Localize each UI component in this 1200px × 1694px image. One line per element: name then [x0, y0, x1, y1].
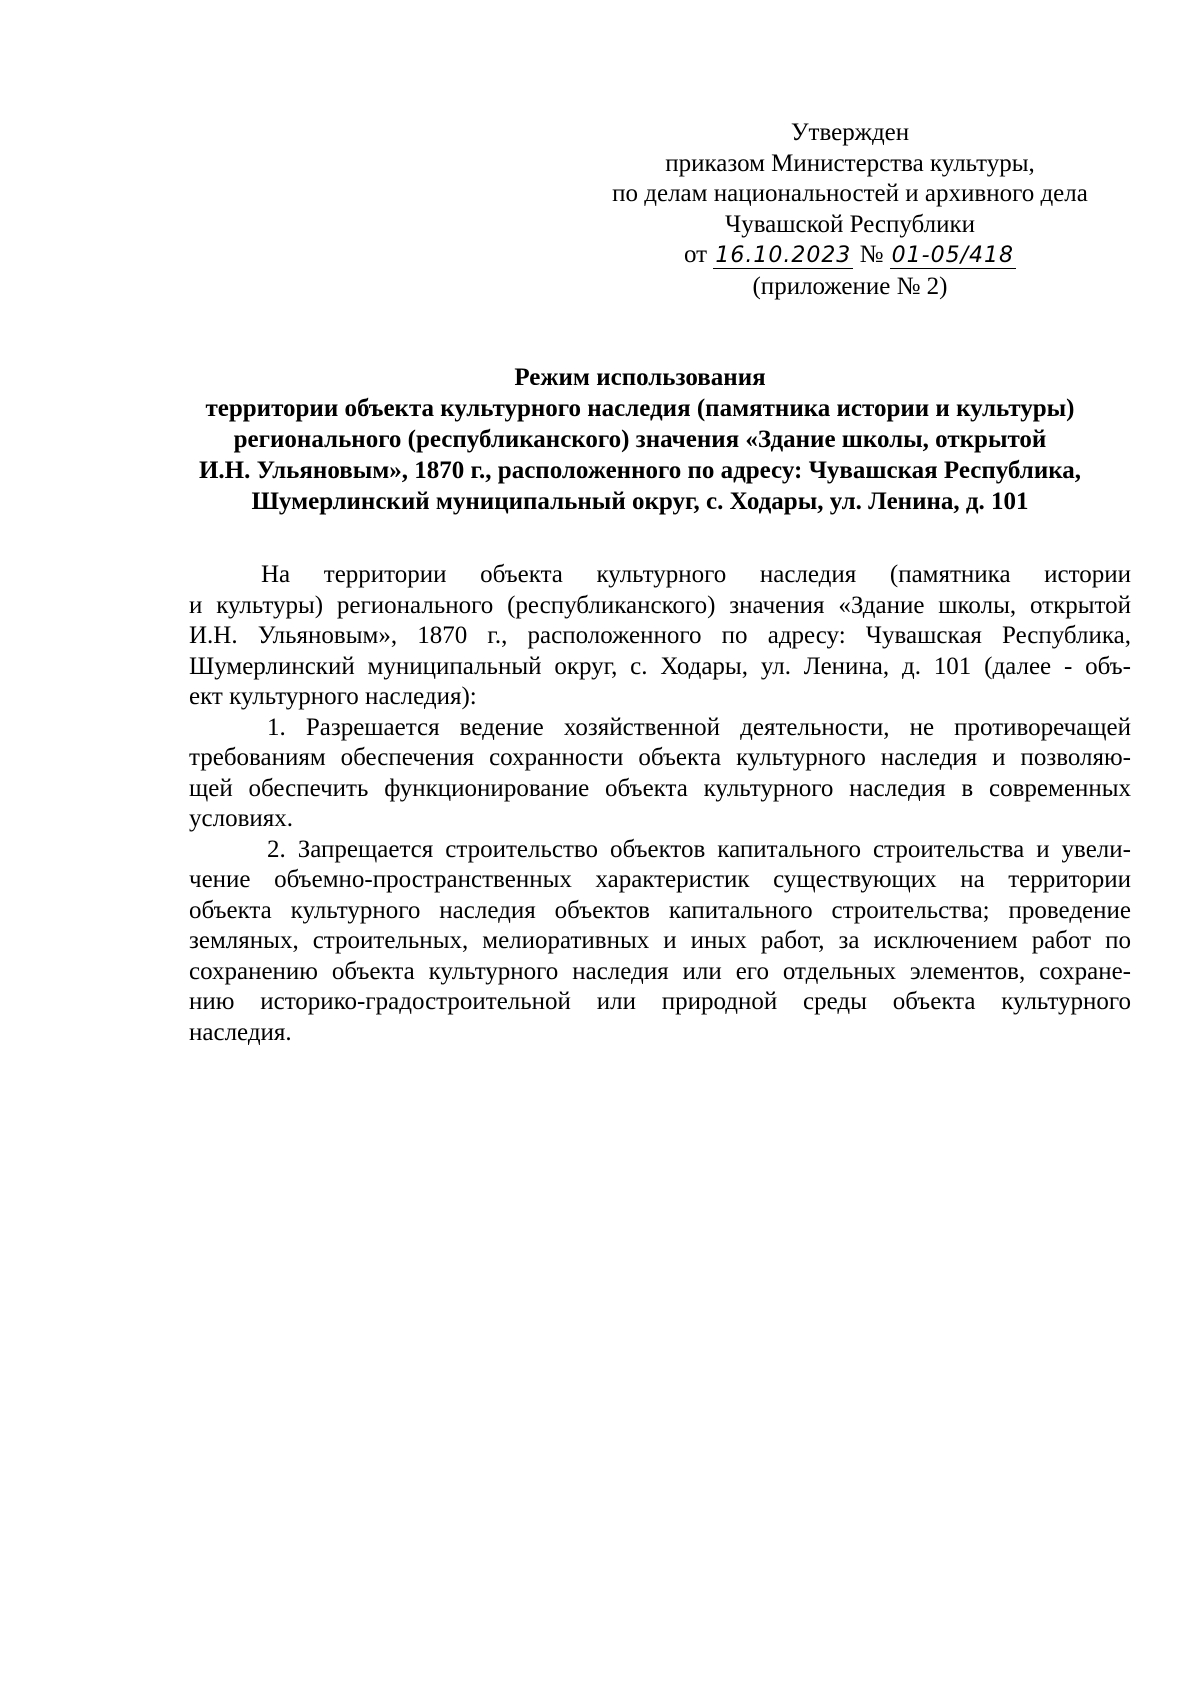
intro-line: ект культурного наследия): — [189, 683, 477, 710]
approval-line-ministry: по делам национальностей и архивного дела — [612, 180, 1088, 207]
approval-line-order: приказом Министерства культуры, — [665, 149, 1035, 177]
item-2-line: наследия. — [189, 1018, 292, 1046]
approval-line-date-number — [600, 240, 1100, 272]
title-line: И.Н. Ульяновым», 1870 г., расположенного по адресу: Чувашская Республика, — [198, 457, 1082, 484]
document-body — [189, 560, 1131, 1048]
item-1-line: условиях. — [189, 805, 294, 832]
intro-paragraph — [189, 560, 1131, 713]
item-2-line: земляных, строительных, мелиоративных и иных работ, за исключением работ по — [189, 927, 1131, 954]
item-2-paragraph — [189, 835, 1131, 1049]
item-1-line: 1. Разрешается ведение хозяйственной деятельности, не противоречащей — [267, 713, 1131, 741]
item-1-paragraph — [189, 713, 1131, 835]
intro-line: Шумерлинский муниципальный округ, с. Ходары, ул. Ленина, д. 101 (далее - объ- — [189, 652, 1131, 680]
approval-line-appendix: (приложение № 2) — [752, 272, 948, 300]
item-2-line: чение объемно-пространственных характеристик существующих на территории — [189, 866, 1131, 893]
approval-stamp-block — [600, 118, 1100, 302]
item-2-line: нию историко-градостроительной или природной среды объекта культурного — [189, 988, 1131, 1015]
item-2-line: сохранению объекта культурного наследия или его отдельных элементов, сохране- — [189, 957, 1131, 985]
order-number: 01-05/418 — [891, 243, 1015, 268]
approval-line-approved: Утвержден — [790, 119, 910, 146]
number-prefix: № — [859, 241, 884, 268]
date-prefix: от — [683, 241, 708, 268]
approval-line-republic: Чувашской Республики — [724, 210, 976, 238]
title-line: регионального (республиканского) значения «Здание школы, открытой — [233, 426, 1047, 453]
item-2-line: 2. Запрещается строительство объектов капитального строительства и увели- — [267, 835, 1131, 863]
title-line: территории объекта культурного наследия (памятника истории и культуры) — [205, 395, 1075, 422]
intro-line: И.Н. Ульяновым», 1870 г., расположенного по адресу: Чувашская Республика, — [189, 622, 1131, 649]
item-1-line: требованиям обеспечения сохранности объекта культурного наследия и позволяю- — [189, 744, 1131, 771]
intro-line: На территории объекта культурного наследия (памятника истории — [261, 561, 1131, 588]
intro-line: и культуры) регионального (республиканского) значения «Здание школы, открытой — [189, 591, 1131, 619]
title-line: Шумерлинский муниципальный округ, с. Ходары, ул. Ленина, д. 101 — [251, 488, 1029, 515]
order-date: 16.10.2023 — [715, 243, 852, 268]
title-line: Режим использования — [514, 364, 766, 391]
document-title — [160, 362, 1120, 517]
item-2-line: объекта культурного наследия объектов капитального строительства; проведение — [189, 896, 1131, 924]
item-1-line: щей обеспечить функционирование объекта культурного наследия в современных — [189, 774, 1131, 802]
